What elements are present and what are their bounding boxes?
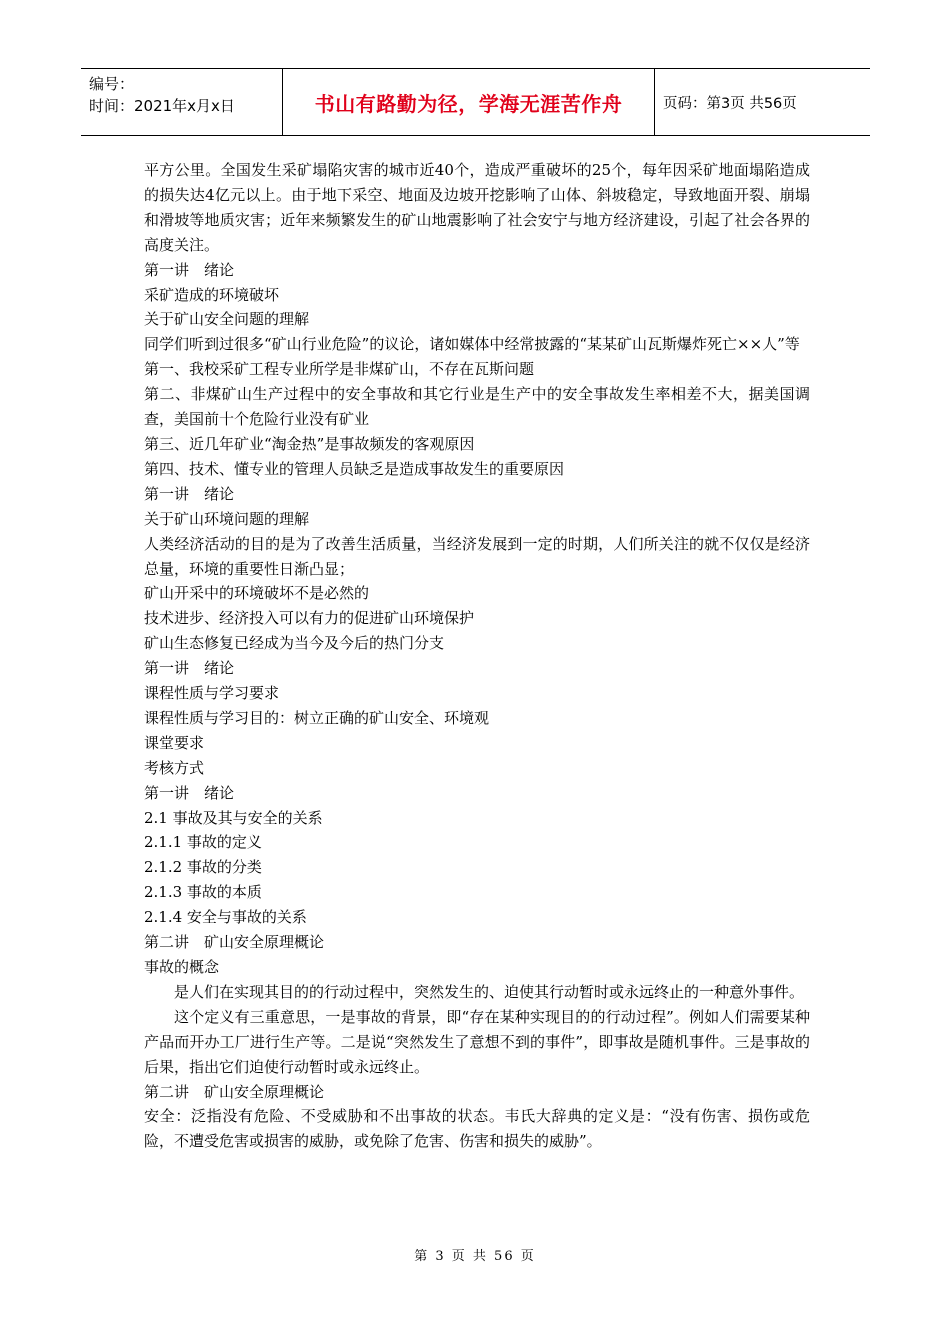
page-footer: 第 3 页 共 56 页 [414, 1249, 536, 1264]
paragraph: 第一、我校采矿工程专业所学是非煤矿山，不存在瓦斯问题 [144, 360, 535, 379]
paragraph: 课堂要求 [144, 733, 205, 752]
header-meta [81, 69, 282, 135]
paragraph: 矿山开采中的环境破坏不是必然的 [144, 584, 370, 603]
paragraph: 关于矿山环境问题的理解 [144, 509, 310, 528]
paragraph: 第一讲 绪论 [144, 484, 235, 503]
paragraph: 同学们听到过很多“矿山行业危险”的议论，诸如媒体中经常披露的“某某矿山瓦斯爆炸死亡××人”等 [144, 335, 800, 354]
paragraph: 课程性质与学习目的：树立正确的矿山安全、环境观 [144, 708, 490, 727]
paragraph: 矿山生态修复已经成为当今及今后的热门分支 [144, 634, 445, 653]
paragraph: 2.1.4 安全与事故的关系 [144, 908, 307, 927]
paragraph: 第三、近几年矿业“淘金热”是事故频发的客观原因 [144, 434, 475, 453]
header-page-info: 页码：第3页 共56页 [663, 95, 797, 112]
header-table [81, 68, 870, 136]
paragraph: 第四、技术、懂专业的管理人员缺乏是造成事故发生的重要原因 [144, 459, 565, 478]
paragraph: 第二讲 矿山安全原理概论 [144, 933, 325, 952]
date-label: 时间：2021年x月x日 [89, 97, 235, 115]
paragraph: 第二、非煤矿山生产过程中的安全事故和其它行业是生产中的安全事故发生率相差不大，据美国调查，美国前十个危险行业没有矿业 [144, 385, 810, 429]
paragraph: 第一讲 绪论 [144, 260, 235, 279]
paragraph: 事故的概念 [144, 958, 220, 976]
paragraph: 人类经济活动的目的是为了改善生活质量，当经济发展到一定的时期，人们所关注的就不仅仅是经济总量，环境的重要性日渐凸显； [144, 534, 810, 578]
paragraph: 考核方式 [144, 758, 205, 777]
paragraph: 2.1.1 事故的定义 [144, 833, 262, 852]
number-label: 编号： [89, 75, 135, 93]
paragraph: 关于矿山安全问题的理解 [144, 310, 310, 329]
paragraph: 课程性质与学习要求 [144, 684, 280, 703]
paragraph: 第一讲 绪论 [144, 659, 235, 678]
paragraph: 第一讲 绪论 [144, 783, 235, 802]
paragraph: 安全：泛指没有危险、不受威胁和不出事故的状态。韦氏大辞典的定义是：“没有伤害、损伤或危险，不遭受危害或损害的威胁，或免除了危害、伤害和损失的威胁”。 [144, 1107, 810, 1151]
paragraph: 2.1.3 事故的本质 [144, 883, 262, 902]
paragraph: 平方公里。全国发生采矿塌陷灾害的城市近40个，造成严重破坏的25个，每年因采矿地面塌陷造成的损失达4亿元以上。由于地下采空、地面及边坡开挖影响了山体、斜坡稳定，导致地面开裂、崩塌和滑坡等地质灾害；近年来频繁发生的矿山地震影响了社会安宁与地方经济建设，引起了社会各界的高度关注。 [144, 161, 810, 254]
paragraph: 这个定义有三重意思，一是事故的背景，即“存在某种实现目的的行动过程”。例如人们需要某种产品而开办工厂进行生产等。二是说“突然发生了意想不到的事件”，即事故是随机事件。三是事故的后果，指出它们迫使行动暂时或永远终止。 [144, 1007, 810, 1076]
document-body [144, 158, 810, 1154]
paragraph: 2.1.2 事故的分类 [144, 858, 262, 877]
paragraph: 采矿造成的环境破坏 [144, 285, 280, 304]
header-motto: 书山有路勤为径，学海无涯苦作舟 [282, 69, 655, 135]
paragraph: 是人们在实现其目的的行动过程中，突然发生的、迫使其行动暂时或永远终止的一种意外事件。 [174, 982, 805, 1001]
paragraph: 第二讲 矿山安全原理概论 [144, 1082, 325, 1101]
paragraph: 2.1 事故及其与安全的关系 [144, 808, 323, 827]
paragraph: 技术进步、经济投入可以有力的促进矿山环境保护 [144, 609, 475, 628]
